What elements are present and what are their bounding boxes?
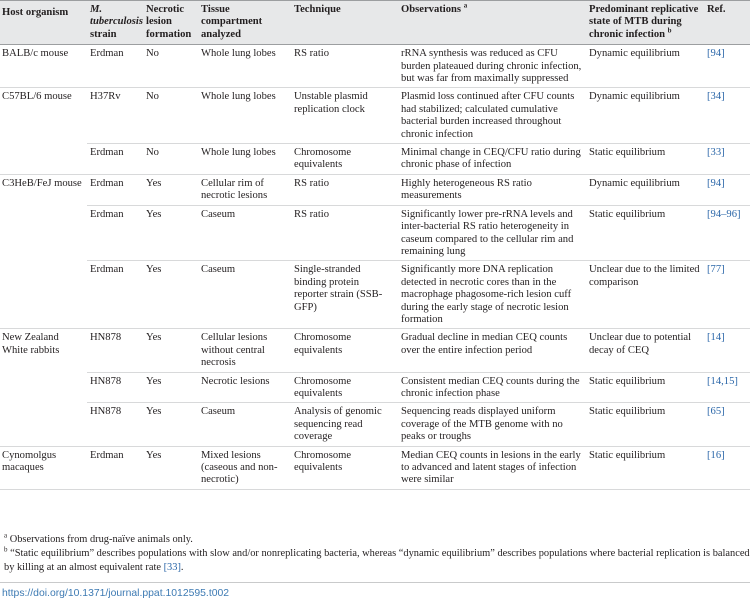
cell-host: C57BL/6 mouse (0, 88, 87, 174)
cell-necrotic: Yes (143, 205, 198, 261)
header-row (0, 1, 750, 45)
cell-strain: HN878 (87, 372, 143, 403)
cell-ref-link[interactable]: [14,15] (704, 372, 750, 403)
cell-observations: Significantly more DNA replication detected in necrotic cores than in the macrophage phagosome-rich lesion cuff during the early stage of necrotic lesion formation (398, 261, 586, 329)
cell-tissue: Whole lung lobes (198, 88, 291, 144)
cell-technique: Single-stranded binding protein reporter strain (SSB-GFP) (291, 261, 398, 329)
header-necrotic: Necrotic lesion formation (143, 1, 198, 45)
cell-necrotic: Yes (143, 261, 198, 329)
cell-ref-link[interactable]: [65] (704, 403, 750, 446)
cell-tissue: Whole lung lobes (198, 144, 291, 175)
cell-ref-link[interactable]: [14] (704, 329, 750, 372)
table-row (0, 261, 750, 329)
cell-state: Unclear due to the limited comparison (586, 261, 704, 329)
table-row (0, 403, 750, 446)
cell-necrotic: No (143, 45, 198, 88)
cell-strain: Erdman (87, 174, 143, 205)
cell-state: Dynamic equilibrium (586, 174, 704, 205)
cell-state: Dynamic equilibrium (586, 45, 704, 88)
footnote-a: $^a$ Observations from drug-naïve animals only. (4, 531, 193, 545)
cell-ref-link[interactable]: [94] (704, 45, 750, 88)
cell-tissue: Whole lung lobes (198, 45, 291, 88)
cell-technique: Chromosome equivalents (291, 144, 398, 175)
cell-ref-link[interactable]: [16] (704, 446, 750, 489)
cell-strain: H37Rv (87, 88, 143, 144)
cell-tissue: Caseum (198, 403, 291, 446)
cell-observations: Consistent median CEQ counts during the chronic infection phase (398, 372, 586, 403)
cell-technique: Chromosome equivalents (291, 329, 398, 372)
cell-observations: Plasmid loss continued after CFU counts had stabilized; calculated cumulative bacterial burden increased throughout chronic infection (398, 88, 586, 144)
cell-host: BALB/c mouse (0, 45, 87, 88)
cell-host: New Zealand White rabbits (0, 329, 87, 446)
cell-technique: Chromosome equivalents (291, 446, 398, 489)
cell-tissue: Cellular rim of necrotic lesions (198, 174, 291, 205)
header-observations: Observations $^a$ (398, 1, 586, 45)
cell-host: C3HeB/FeJ mouse (0, 174, 87, 328)
cell-strain: HN878 (87, 329, 143, 372)
cell-ref-link[interactable]: [94–96] (704, 205, 750, 261)
table-row (0, 174, 750, 205)
cell-state: Unclear due to potential decay of CEQ (586, 329, 704, 372)
footnote-b: $^b$ “Static equilibrium” describes populations with slow and/or nonreplicating bacteria, whereas “dynamic equilibrium” describes populations where bacterial replication is balanced by killing at an almost equivalent rate [33]. (4, 545, 750, 573)
cell-technique: RS ratio (291, 174, 398, 205)
table-row (0, 205, 750, 261)
cell-ref-link[interactable]: [33] (704, 144, 750, 175)
cell-ref-link[interactable]: [77] (704, 261, 750, 329)
cell-observations: rRNA synthesis was reduced as CFU burden plateaued during chronic infection, but was far from maximally suppressed (398, 45, 586, 88)
cell-strain: Erdman (87, 261, 143, 329)
cell-technique: RS ratio (291, 45, 398, 88)
cell-strain: Erdman (87, 446, 143, 489)
cell-technique: Chromosome equivalents (291, 372, 398, 403)
cell-necrotic: No (143, 144, 198, 175)
table-row (0, 446, 750, 489)
cell-observations: Significantly lower pre-rRNA levels and inter-bacterial RS ratio heterogeneity in caseum compared to the cellular rim and remaining lung (398, 205, 586, 261)
header-technique: Technique (291, 1, 398, 45)
cell-strain: Erdman (87, 144, 143, 175)
cell-necrotic: Yes (143, 174, 198, 205)
cell-state: Static equilibrium (586, 144, 704, 175)
cell-state: Static equilibrium (586, 205, 704, 261)
header-tissue: Tissue compartment analyzed (198, 1, 291, 45)
table-row (0, 88, 750, 144)
cell-necrotic: Yes (143, 403, 198, 446)
cell-tissue: Caseum (198, 205, 291, 261)
divider (0, 582, 750, 583)
cell-tissue: Caseum (198, 261, 291, 329)
header-state: Predominant replicative state of MTB during chronic infection $^b$ (586, 1, 704, 45)
cell-state: Dynamic equilibrium (586, 88, 704, 144)
cell-strain: Erdman (87, 205, 143, 261)
table-row (0, 144, 750, 175)
cell-state: Static equilibrium (586, 446, 704, 489)
table-row (0, 329, 750, 372)
footnote-ref-link[interactable]: [33] (163, 562, 181, 573)
cell-tissue: Necrotic lesions (198, 372, 291, 403)
cell-tissue: Mixed lesions (caseous and non-necrotic) (198, 446, 291, 489)
cell-state: Static equilibrium (586, 372, 704, 403)
cell-ref-link[interactable]: [34] (704, 88, 750, 144)
cell-observations: Sequencing reads displayed uniform coverage of the MTB genome with no peaks or troughs (398, 403, 586, 446)
cell-tissue: Cellular lesions without central necrosis (198, 329, 291, 372)
table-footnotes (0, 533, 750, 575)
cell-technique: Unstable plasmid replication clock (291, 88, 398, 144)
cell-host: Cynomolgus macaques (0, 446, 87, 489)
cell-necrotic: Yes (143, 329, 198, 372)
table-row (0, 45, 750, 88)
header-host: Host organism (0, 1, 87, 45)
table-row (0, 372, 750, 403)
cell-technique: Analysis of genomic sequencing read coverage (291, 403, 398, 446)
header-ref: Ref. (704, 1, 750, 45)
cell-necrotic: Yes (143, 446, 198, 489)
cell-observations: Highly heterogeneous RS ratio measurements (398, 174, 586, 205)
cell-ref-link[interactable]: [94] (704, 174, 750, 205)
cell-state: Static equilibrium (586, 403, 704, 446)
cell-observations: Median CEQ counts in lesions in the early to advanced and latent stages of infection were similar (398, 446, 586, 489)
cell-strain: Erdman (87, 45, 143, 88)
cell-necrotic: No (143, 88, 198, 144)
cell-technique: RS ratio (291, 205, 398, 261)
cell-strain: HN878 (87, 403, 143, 446)
cell-necrotic: Yes (143, 372, 198, 403)
header-strain: M. tuberculosis strain (87, 1, 143, 45)
cell-observations: Minimal change in CEQ/CFU ratio during chronic phase of infection (398, 144, 586, 175)
cell-observations: Gradual decline in median CEQ counts over the entire infection period (398, 329, 586, 372)
doi-link[interactable]: https://doi.org/10.1371/journal.ppat.1012595.t002 (2, 588, 230, 599)
